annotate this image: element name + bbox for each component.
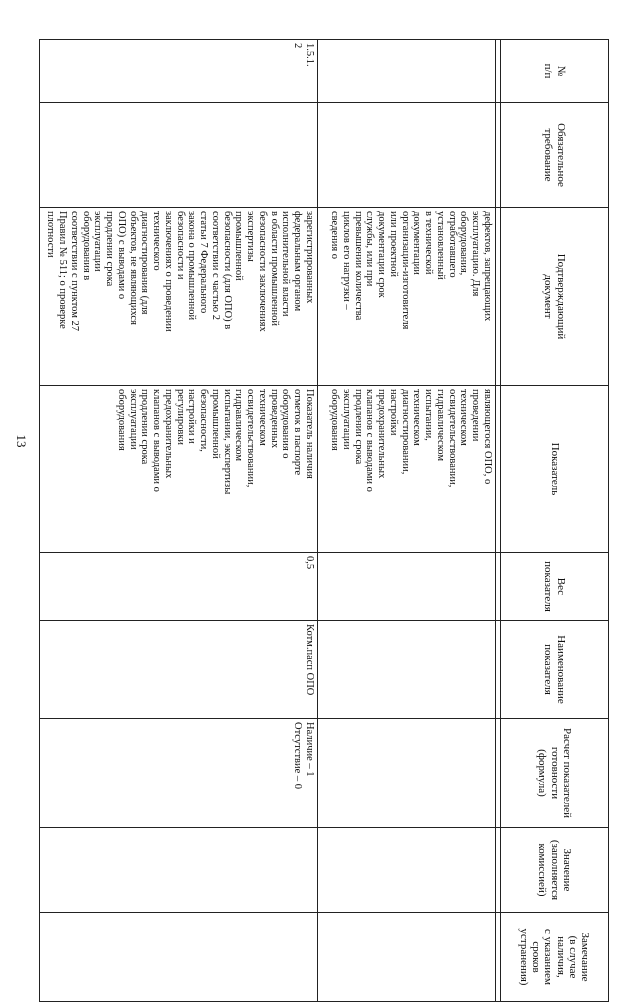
cell-value <box>318 828 496 913</box>
cell-document: дефектов, запрещающих эксплуатацию. Для оборудования, отработавшего установленный в технической документации организации-изготовителя или проектной документации срок службы, или при превышении количества циклов его нагрузки – сведения о <box>318 208 496 386</box>
cell-weight: 0,5 <box>40 553 318 621</box>
header-value: Значение (заполняется комиссией) <box>501 828 609 913</box>
cell-weight <box>318 553 496 621</box>
cell-indicator-name: Котм.пасп ОПО <box>40 621 318 719</box>
cell-remark <box>40 913 318 1002</box>
header-requirement: Обязательное требование <box>501 103 609 208</box>
cell-requirement <box>318 103 496 208</box>
cell-num <box>318 40 496 103</box>
page-number: 13 <box>14 434 29 448</box>
table-row <box>318 40 496 1002</box>
header-row <box>501 40 609 1002</box>
spacer-row <box>496 40 501 1002</box>
cell-indicator-name <box>318 621 496 719</box>
cell-requirement <box>40 103 318 208</box>
cell-formula: Наличие – 1 Отсутствие – 0 <box>40 719 318 828</box>
header-indicator-name: Наименование показателя <box>501 621 609 719</box>
header-remark: Замечание (в случае наличия, с указанием сроков устранения) <box>501 913 609 1002</box>
header-formula: Расчет показателей готовности (формула) <box>501 719 609 828</box>
header-num: № п/п <box>501 40 609 103</box>
cell-num: 1.5.1. 2 <box>40 40 318 103</box>
header-document: Подтверждающий документ <box>501 208 609 386</box>
cell-indicator: Показатель наличия отметок в паспорте оборудования о проведенных техническом освидетельствовании, гидравлическом испытании, экспертизы промышленной безопасности, настройки и регулировки предохранительных клапанов с выводами о продлении срока эксплуатации оборудования <box>40 386 318 553</box>
rotated-table-container <box>39 39 609 986</box>
cell-remark <box>318 913 496 1002</box>
readiness-table <box>39 39 609 1002</box>
cell-indicator: являющегося ОПО, о проведении техническом освидетельствовании, гидравлическом испытании, техническом диагностировании, настройки предохранительных клапанов с выводами о продлении срока эксплуатации оборудования <box>318 386 496 553</box>
header-weight: Вес показателя <box>501 553 609 621</box>
cell-formula <box>318 719 496 828</box>
cell-document: зарегистрированных федеральным органом исполнительной власти в области промышленной безопасности заключениях экспертизы промышленной безопасности (для ОПО) в соответствии с частью 2 статьи 7 Федерального закона о промышленной безопасности и заключениях о проведении технического диагностирования (для объектов, не являющихся ОПО) с выводами о продлении срока эксплуатации оборудования в соответствии с пунктом 27 Правил № 511; о проверке плотности <box>40 208 318 386</box>
table-row <box>40 40 318 1002</box>
cell-value <box>40 828 318 913</box>
header-indicator: Показатель <box>501 386 609 553</box>
